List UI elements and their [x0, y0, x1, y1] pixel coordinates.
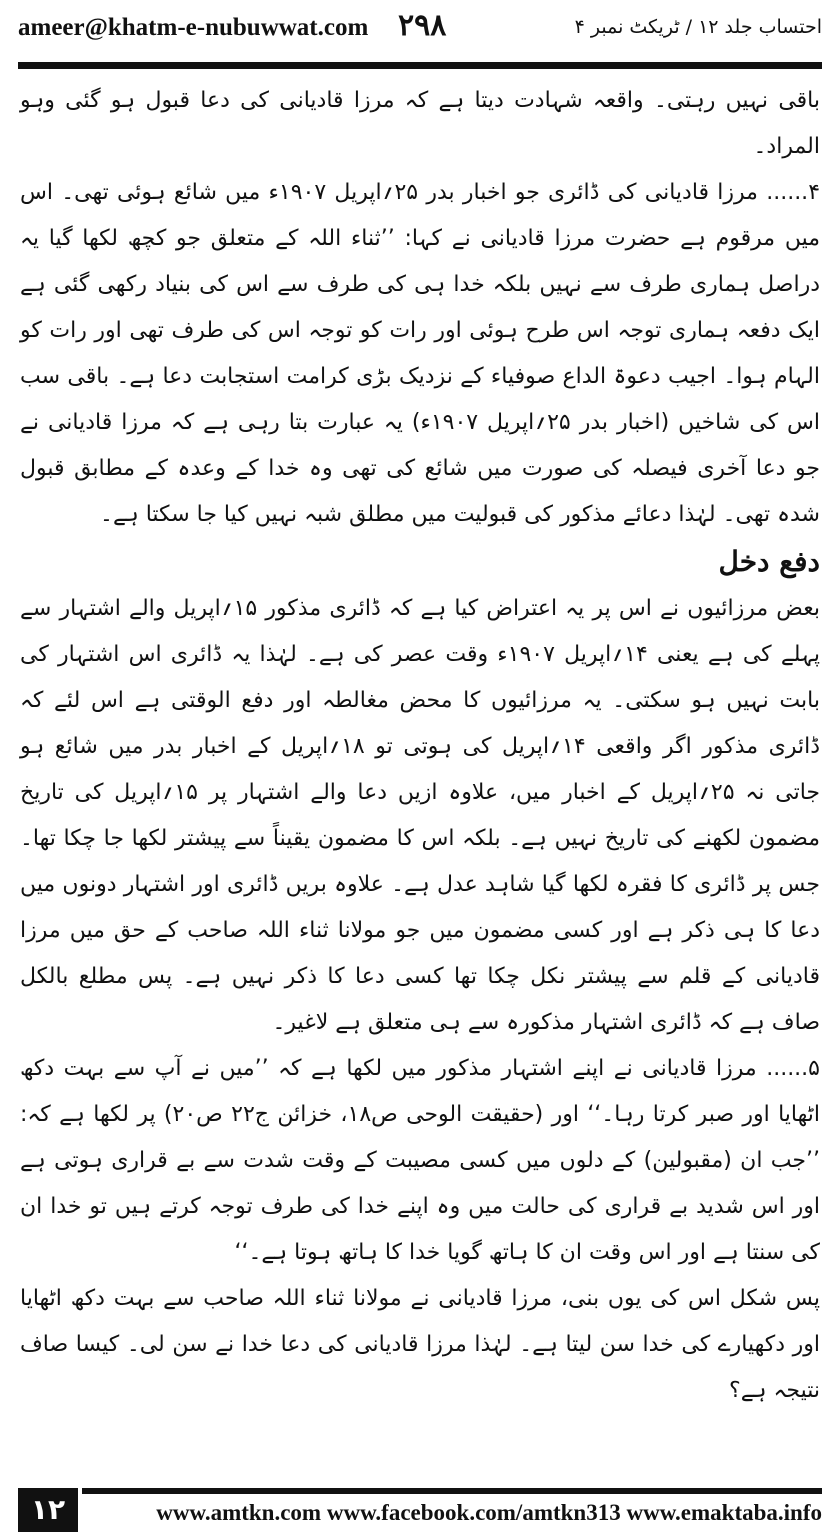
paragraph-5: پس شکل اس کی یوں بنی، مرزا قادیانی نے مولانا ثناء اللہ صاحب سے بہت دکھ اٹھایا اور دکھیارے کی خدا سن لیتا ہے۔ لہٰذا مرزا قادیانی کی دعا خدا نے سن لی۔ کیسا صاف نتیجہ ہے؟ — [20, 1286, 820, 1403]
header-rule — [18, 62, 822, 69]
paragraph-3: بعض مرزائیوں نے اس پر یہ اعتراض کیا ہے کہ ڈائری مذکور ۱۵؍اپریل والے اشتہار سے پہلے کی ہے یعنی ۱۴؍اپریل ۱۹۰۷ء وقت عصر کی ہے۔ لہٰذا یہ ڈائری اس اشتہار کی بابت نہیں ہو سکتی۔ یہ مرزائیوں کا محض مغالطہ اور دفع الوقتی ہے اس لئے کہ ڈائری مذکور اگر واقعی ۱۴؍اپریل کی ہوتی تو ۱۸؍اپریل کے اخبار بدر میں شائع ہو جاتی نہ ۲۵؍اپریل کے اخبار میں، علاوہ ازیں دعا والے اشتہار پر ۱۵؍اپریل کی تاریخ مضمون لکھنے کی تاریخ نہیں ہے۔ بلکہ اس کا مضمون یقیناً سے پیشتر لکھا جا چکا تھا۔ جس پر ڈائری کا فقرہ لکھا گیا شاہد عدل ہے۔ علاوہ بریں ڈائری اور اشتہار دونوں میں دعا کا ہی ذکر ہے اور کسی مضمون میں جو مولانا ثناء اللہ صاحب کے حق میں مرزا قادیانی کے قلم سے پیشتر نکل چکا تھا کسی دعا کا ذکر نہیں ہے۔ پس مطلع بالکل صاف ہے کہ ڈائری اشتہار مذکورہ سے ہی متعلق ہے لاغیر۔ — [20, 596, 821, 1035]
running-title: احتساب جلد ۱۲ / ٹریکٹ نمبر ۴ — [574, 16, 822, 38]
paragraph-4: ۵...... مرزا قادیانی نے اپنے اشتہار مذکور میں لکھا ہے کہ ’’میں نے آپ سے بہت دکھ اٹھایا اور صبر کرتا رہا۔‘‘ اور (حقیقت الوحی ص۱۸، خزائن ج۲۲ ص۲۰) پر لکھا ہے کہ: ’’جب ان (مقبولین) کے دلوں میں کسی مصیبت کے وقت شدت سے بے قراری ہوتی ہے اور اس شدید بے قراری کی حالت میں وہ اپنے خدا کی طرف توجہ کرتے ہیں تو خدا ان کی سنتا ہے اور اس وقت ان کا ہاتھ گویا خدا کا ہاتھ ہوتا ہے۔‘‘ — [20, 1056, 820, 1265]
footer-page-number: ۱۲ — [18, 1488, 78, 1532]
header-email: ameer@khatm-e-nubuwwat.com — [18, 14, 369, 41]
header-page-number: ۲۹۸ — [398, 8, 447, 43]
paragraph-2: ۴...... مرزا قادیانی کی ڈائری جو اخبار بدر ۲۵؍اپریل ۱۹۰۷ء میں شائع ہوئی تھی۔ اس میں مرقوم ہے حضرت مرزا قادیانی نے کہا: ’’ثناء اللہ کے متعلق جو کچھ لکھا گیا یہ دراصل ہماری طرف سے نہیں بلکہ خدا ہی کی طرف سے اس کی بنیاد رکھی گئی ہے ایک دفعہ ہماری توجہ اس طرح ہوئی اور رات کو توجہ اس کی طرف تھی اور رات کو الہام ہوا۔ اجیب دعوۃ الداع صوفیاء کے نزدیک بڑی کرامت استجابت دعا ہے۔ باقی سب اس کی شاخیں (اخبار بدر ۲۵؍اپریل ۱۹۰۷ء) یہ عبارت بتا رہی ہے کہ مرزا قادیانی نے جو دعا آخری فیصلہ کی صورت میں شائع کی تھی وہ خدا کے وعدہ کے مطابق قبول شدہ تھی۔ لہٰذا دعائے مذکور کی قبولیت میں مطلق شبہ نہیں کیا جا سکتا ہے۔ — [20, 180, 821, 527]
page-header — [18, 8, 822, 52]
paragraph-1: باقی نہیں رہتی۔ واقعہ شہادت دیتا ہے کہ مرزا قادیانی کی دعا قبول ہو گئی وہو المراد۔ — [20, 88, 820, 159]
footer-websites: www.amtkn.com www.facebook.com/amtkn313 www.emaktaba.info — [156, 1500, 822, 1525]
page-body — [20, 78, 820, 1448]
footer-rule — [82, 1488, 822, 1494]
page-footer — [18, 1488, 822, 1532]
section-heading: دفع دخل — [718, 545, 820, 578]
